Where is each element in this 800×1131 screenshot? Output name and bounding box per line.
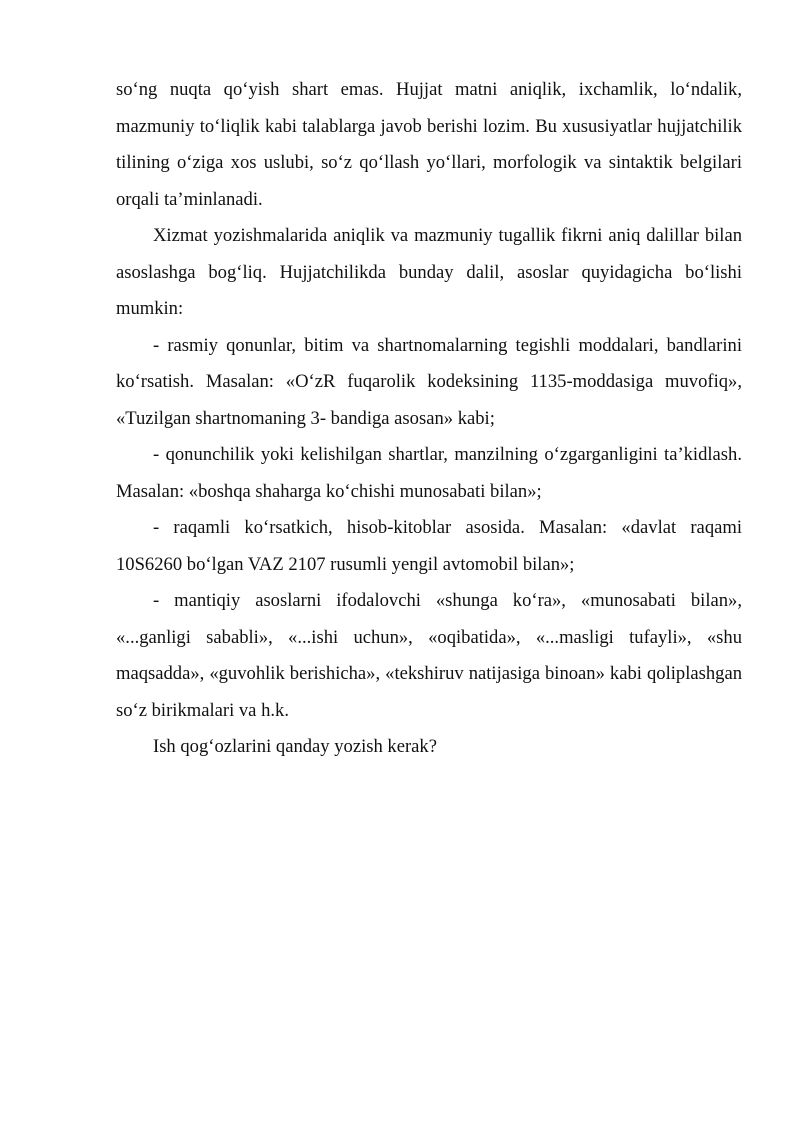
document-body <box>116 72 742 766</box>
list-item-laws: - rasmiy qonunlar, bitim va shartnomalarning tegishli moddalari, bandlarini ko‘rsatish. Masalan: «O‘zR fuqarolik kodeksining 1135-moddasiga muvofiq», «Tuzilgan shartnomaning 3- bandiga asosan» kabi; <box>116 334 742 429</box>
paragraph-precision: Xizmat yozishmalarida aniqlik va mazmuniy tugallik fikrni aniq dalillar bilan asoslashga bog‘liq. Hujjatchilikda bunday dalil, asoslar quyidagicha bo‘lishi mumkin: <box>116 225 742 319</box>
list-item-numbers: - raqamli ko‘rsatkich, hisob-kitoblar asosida. Masalan: «davlat raqami 10S6260 bo‘lgan VAZ 2107 rusumli yengil avtomobil bilan»; <box>116 517 742 575</box>
section-question: Ish qog‘ozlarini qanday yozish kerak? <box>153 736 437 757</box>
paragraph-continuation: so‘ng nuqta qo‘yish shart emas. Hujjat matni aniqlik, ixchamlik, lo‘ndalik, mazmuniy to‘liqlik kabi talablarga javob berishi lozim. Bu xususiyatlar hujjatchilik tilining o‘ziga xos uslubi, so‘z qo‘llash yo‘llari, morfologik va sintaktik belgilari orqali ta’minlanadi. <box>116 79 742 210</box>
list-item-logic: - mantiqiy asoslarni ifodalovchi «shunga ko‘ra», «munosabati bilan», «...ganligi sababli», «...ishi uchun», «oqibatida», «...masligi tufayli», «shu maqsadda», «guvohlik berishicha», «tekshiruv natijasiga binoan» kabi qoliplashgan so‘z birikmalari va h.k. <box>116 590 742 721</box>
list-item-conditions: - qonunchilik yoki kelishilgan shartlar, manzilning o‘zgarganligini ta’kidlash. Masalan: «boshqa shaharga ko‘chishi munosabati bilan»; <box>116 444 742 502</box>
